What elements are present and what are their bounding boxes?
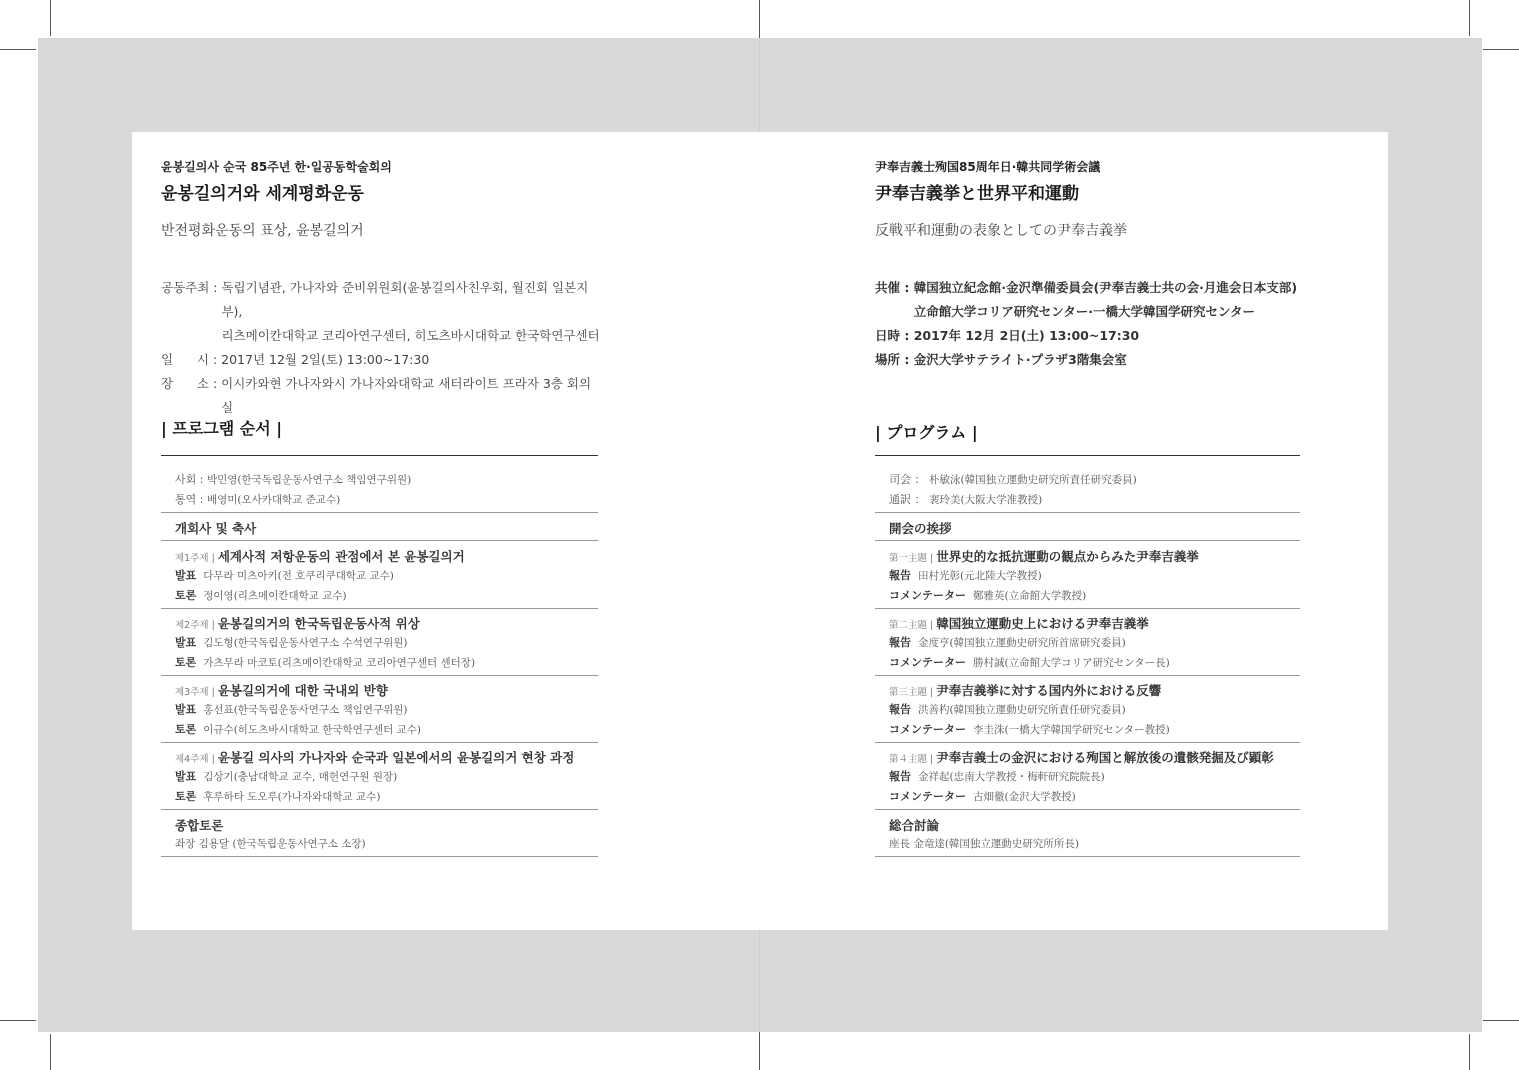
presenter-label: 報告 [889,636,911,649]
crop-mark [50,1034,51,1070]
session-number: 제4주제 | [175,754,218,765]
interpreter-line [889,491,1042,507]
presenter-line [175,768,397,784]
event-info [875,276,1315,372]
interpreter-line [175,491,340,507]
mc-line [889,471,1137,487]
program-heading: | プログラム | [875,423,978,442]
presenter-value: 金度亨(韓国独立運動史研究所首席研究委員) [918,637,1126,649]
discussant-line [175,654,475,670]
date-row [161,348,601,372]
place-value: 金沢大学サテライト·プラザ3階集会室 [913,352,1127,367]
session-title-line [889,614,1149,632]
discussant-label: コメンテーター [889,589,966,602]
presenter-line [175,567,394,583]
presenter-line [889,701,1126,717]
crop-mark [759,0,760,38]
host-line: 立命館大学コリア研究センター·一橋大学韓国学研究センター [913,304,1255,319]
event-info [161,276,601,420]
date-value: 2017년 12월 2일(토) 13:00~17:30 [221,352,430,367]
session-number: 제2주제 | [175,620,218,631]
presenter-value: 洪善杓(韓国独立運動史研究所責任研究委員) [918,704,1126,716]
mc-value: 朴敏泳(韓国独立運動史研究所責任研究委員) [929,474,1137,486]
session-title: 世界史的な抵抗運動の観点からみた尹奉吉義挙 [936,549,1199,564]
session-title-line [175,681,388,699]
date-label: 일 시 : [161,352,222,367]
interpreter-label: 통역 : [175,493,207,506]
host-label: 共催 : [875,280,914,295]
presenter-value: 홍선표(한국독립운동사연구소 책임연구위원) [203,704,408,716]
general-discussion: 종합토론 [175,818,224,833]
mc-label: 司会 ： [889,473,929,486]
session-title: 세계사적 저항운동의 관점에서 본 윤봉길의거 [217,549,465,564]
discussant-line [889,721,1170,737]
presenter-value: 田村光彰(元北陸大学教授) [918,570,1042,582]
presenter-line [175,634,408,650]
presenter-label: 발표 [175,636,197,649]
center-fold [759,38,760,132]
chair-line: 좌장 김용달 (한국독립운동사연구소 소장) [175,838,366,850]
discussant-line [889,788,1076,804]
divider [875,809,1300,810]
divider [875,742,1300,743]
divider [161,742,598,743]
crop-mark [0,1020,36,1021]
session-number: 第二主題 | [889,620,937,631]
session-title: 尹奉吉義挙に対する国内外における反響 [936,683,1162,698]
date-value: 2017年 12月 2日(土) 13:00~17:30 [913,328,1140,343]
host-row [161,276,601,348]
discussant-value: 후루하타 도오루(가나자와대학교 교수) [203,791,381,803]
mc-label: 사회 : [175,473,207,486]
discussant-line [175,587,347,603]
mc-value: 박민영(한국독립운동사연구소 책임연구위원) [206,474,412,486]
divider [161,540,598,541]
general-discussion: 総合討論 [889,818,940,833]
presenter-value: 金祥起(忠南大学教授・梅軒研究院院長) [918,771,1105,783]
host-value [914,276,1297,324]
presenter-label: 報告 [889,770,911,783]
session-number: 第４主題 | [889,754,937,765]
discussant-label: コメンテーター [889,723,966,736]
event-title: 尹奉吉義挙と世界平和運動 [875,184,1079,204]
session-title: 윤봉길의거의 한국독립운동사적 위상 [217,616,420,631]
program-heading: | 프로그램 순서 | [161,419,283,438]
session-number: 제1주제 | [175,553,218,564]
presenter-value: 김상기(충남대학교 교수, 매헌연구원 원장) [203,771,398,783]
discussant-label: 토론 [175,656,197,669]
discussant-line [889,587,1086,603]
discussant-value: 이규수(히도츠바시대학교 한국학연구센터 교수) [203,724,421,736]
discussant-value: 가츠무라 마코토(리츠메이칸대학교 코리아연구센터 센터장) [203,657,476,669]
date-label: 日時 : [875,328,914,343]
presenter-label: 발표 [175,569,197,582]
event-subtitle: 반전평화운동의 표상, 윤봉길의거 [161,223,364,239]
session-title-line [175,547,465,565]
presenter-label: 발표 [175,770,197,783]
mc-line [175,471,411,487]
date-row [875,324,1315,348]
divider [161,455,598,456]
discussant-line [175,788,380,804]
session-title: 韓国独立運動史上における尹奉吉義挙 [936,616,1149,631]
divider [161,608,598,609]
interpreter-value: 裵玲美(大阪大学准教授) [929,494,1043,506]
session-title-line [889,547,1199,565]
interpreter-value: 배영미(오사카대학교 준교수) [206,494,341,506]
host-label: 공동주최 : [161,280,222,295]
host-row [875,276,1315,324]
session-title-line [175,614,420,632]
crop-mark [0,49,36,50]
center-fold [759,930,760,1032]
opening-remarks: 개회사 및 축사 [175,521,257,536]
crop-mark [50,0,51,36]
presenter-label: 報告 [889,569,911,582]
session-number: 제3주제 | [175,687,218,698]
event-subtitle: 反戦平和運動の表象としての尹奉吉義挙 [875,223,1127,239]
session-number: 第三主題 | [889,687,937,698]
session-title: 윤봉길의거에 대한 국내외 반향 [217,683,388,698]
place-value: 이시카와현 가나자와시 가나자와대학교 새터라이트 프라자 3층 회의실 [221,376,592,415]
discussant-label: 토론 [175,790,197,803]
session-number: 第一主題 | [889,553,937,564]
discussant-value: 勝村誠(立命館大学コリア研究センター長) [973,657,1170,669]
presenter-label: 報告 [889,703,911,716]
discussant-value: 古畑徹(金沢大学教授) [973,791,1076,803]
session-title: 尹奉吉義士の金沢における殉国と解放後の遺骸発掘及び顕彰 [936,750,1274,765]
presenter-line [889,768,1105,784]
discussant-label: コメンテーター [889,790,966,803]
chair-line: 座長 金竜達(韓国独立運動史研究所所長) [889,838,1080,850]
host-line: 리츠메이칸대학교 코리아연구센터, 히도츠바시대학교 한국학연구센터 [221,328,600,343]
discussant-line [889,654,1170,670]
host-line: 독립기념관, 가나자와 준비위원회(윤봉길의사친우회, 월진회 일본지부), [221,280,589,319]
presenter-value: 김도형(한국독립운동사연구소 수석연구위원) [203,637,408,649]
divider [875,856,1300,857]
presenter-line [175,701,408,717]
divider [161,675,598,676]
host-line: 韓国独立紀念館·金沢準備委員会(尹奉吉義士共の会·月進会日本支部) [913,280,1298,295]
divider [875,512,1300,513]
presenter-line [889,634,1126,650]
place-label: 장 소 : [161,376,222,391]
divider [875,455,1300,456]
discussant-label: 토론 [175,723,197,736]
place-row [161,372,601,420]
divider [875,675,1300,676]
event-subheading: 尹奉吉義士殉国85周年日·韓共同学術会議 [875,160,1101,174]
crop-mark [1483,1020,1519,1021]
session-title: 윤봉길 의사의 가나자와 순국과 일본에서의 윤봉길의거 현창 과정 [217,750,575,765]
discussant-value: 李圭洙(一橋大学韓国学研究センター教授) [973,724,1170,736]
divider [875,608,1300,609]
event-subheading: 윤봉길의사 순국 85주년 한·일공동학술회의 [161,160,392,174]
japanese-page [875,158,1315,372]
session-title-line [889,748,1274,766]
presenter-label: 발표 [175,703,197,716]
discussant-line [175,721,421,737]
divider [875,540,1300,541]
crop-mark [1469,0,1470,36]
korean-page [161,158,601,420]
discussant-label: 토론 [175,589,197,602]
opening-remarks: 開会の挨拶 [889,521,952,536]
place-label: 場所 : [875,352,914,367]
discussant-label: コメンテーター [889,656,966,669]
event-title: 윤봉길의거와 세계평화운동 [161,184,364,204]
divider [161,809,598,810]
session-title-line [175,748,574,766]
discussant-value: 정이영(리츠메이칸대학교 교수) [203,590,347,602]
crop-mark [1483,49,1519,50]
host-value [221,276,601,348]
divider [161,512,598,513]
divider [161,856,598,857]
discussant-value: 鄭雅英(立命館大学教授) [973,590,1087,602]
session-title-line [889,681,1161,699]
place-row [875,348,1315,372]
crop-mark [1469,1034,1470,1070]
presenter-line [889,567,1042,583]
interpreter-label: 通訳 ： [889,493,929,506]
crop-mark [759,1032,760,1070]
presenter-value: 다무라 미츠아키(전 호쿠리쿠대학교 교수) [203,570,394,582]
